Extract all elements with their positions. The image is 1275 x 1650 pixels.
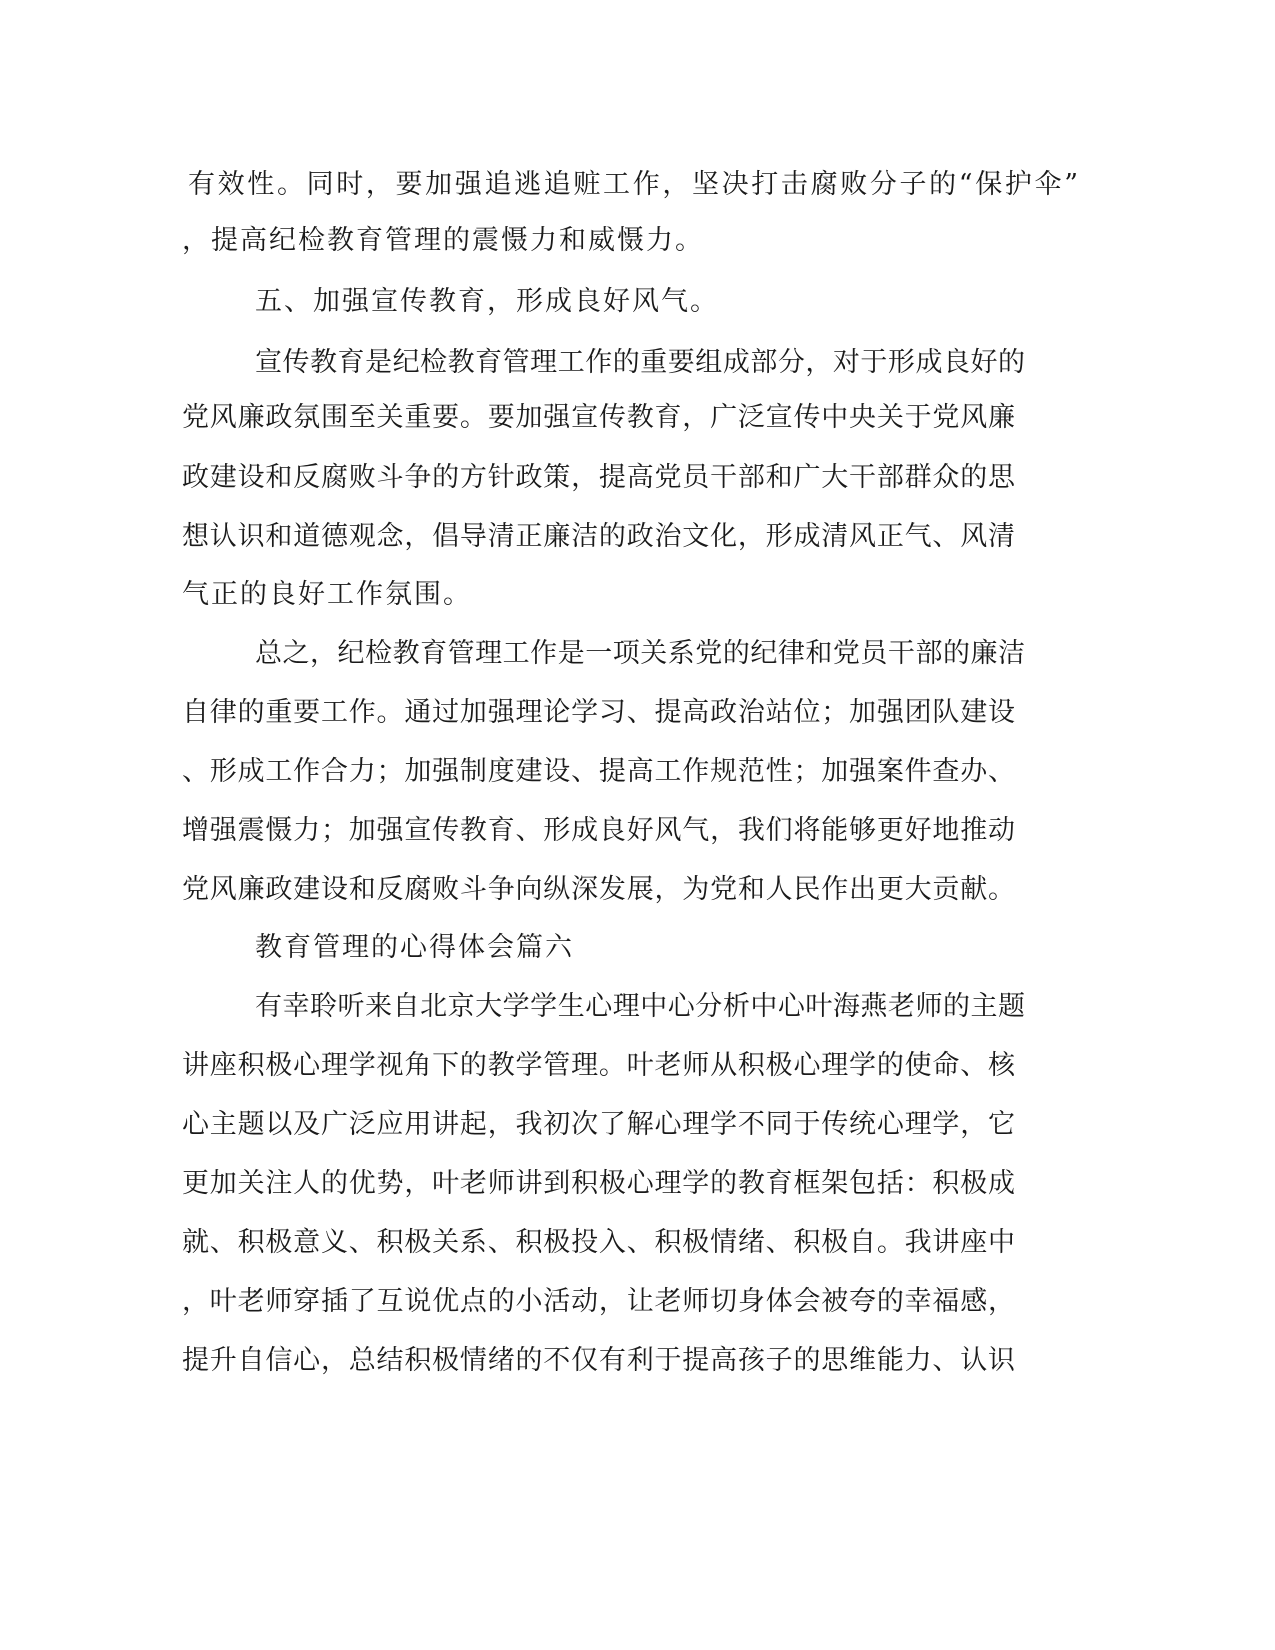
text-line: ，叶老师穿插了互说优点的小活动，让老师切身体会被夸的幸福感，: [182, 1286, 1015, 1317]
text-line: 自律的重要工作。通过加强理论学习、提高政治站位；加强团队建设: [182, 697, 1015, 728]
text-line: 讲座积极心理学视角下的教学管理。叶老师从积极心理学的使命、核: [182, 1050, 1015, 1081]
text-line: 有效性。同时，要加强追逃追赃工作，坚决打击腐败分子的“保护伞”: [188, 169, 1078, 200]
text-line: 、形成工作合力；加强制度建设、提高工作规范性；加强案件查办、: [182, 756, 1015, 787]
text-line: 就、积极意义、积极关系、积极投入、积极情绪、积极自。我讲座中: [182, 1227, 1015, 1258]
text-line: 宣传教育是纪检教育管理工作的重要组成部分，对于形成良好的: [255, 347, 1025, 378]
text-line: 总之，纪检教育管理工作是一项关系党的纪律和党员干部的廉洁: [255, 638, 1025, 669]
text-line: 想认识和道德观念，倡导清正廉洁的政治文化，形成清风正气、风清: [182, 521, 1015, 552]
text-line: 增强震慑力；加强宣传教育、形成良好风气，我们将能够更好地推动: [182, 815, 1015, 846]
text-line: 更加关注人的优势，叶老师讲到积极心理学的教育框架包括：积极成: [182, 1168, 1015, 1199]
text-line: 党风廉政建设和反腐败斗争向纵深发展，为党和人民作出更大贡献。: [182, 874, 1015, 905]
text-line: 党风廉政氛围至关重要。要加强宣传教育，广泛宣传中央关于党风廉: [182, 402, 1015, 433]
section-heading: 教育管理的心得体会篇六: [255, 932, 574, 963]
text-line: 有幸聆听来自北京大学学生心理中心分析中心叶海燕老师的主题: [255, 991, 1025, 1022]
section-heading: 五、加强宣传教育，形成良好风气。: [255, 286, 719, 317]
text-line: 政建设和反腐败斗争的方针政策，提高党员干部和广大干部群众的思: [182, 462, 1015, 493]
text-line: 心主题以及广泛应用讲起，我初次了解心理学不同于传统心理学，它: [182, 1109, 1015, 1140]
text-line: 气正的良好工作氛围。: [182, 579, 472, 610]
text-line: 提升自信心，总结积极情绪的不仅有利于提高孩子的思维能力、认识: [182, 1345, 1015, 1376]
text-line: ，提高纪检教育管理的震慑力和威慑力。: [182, 225, 704, 256]
